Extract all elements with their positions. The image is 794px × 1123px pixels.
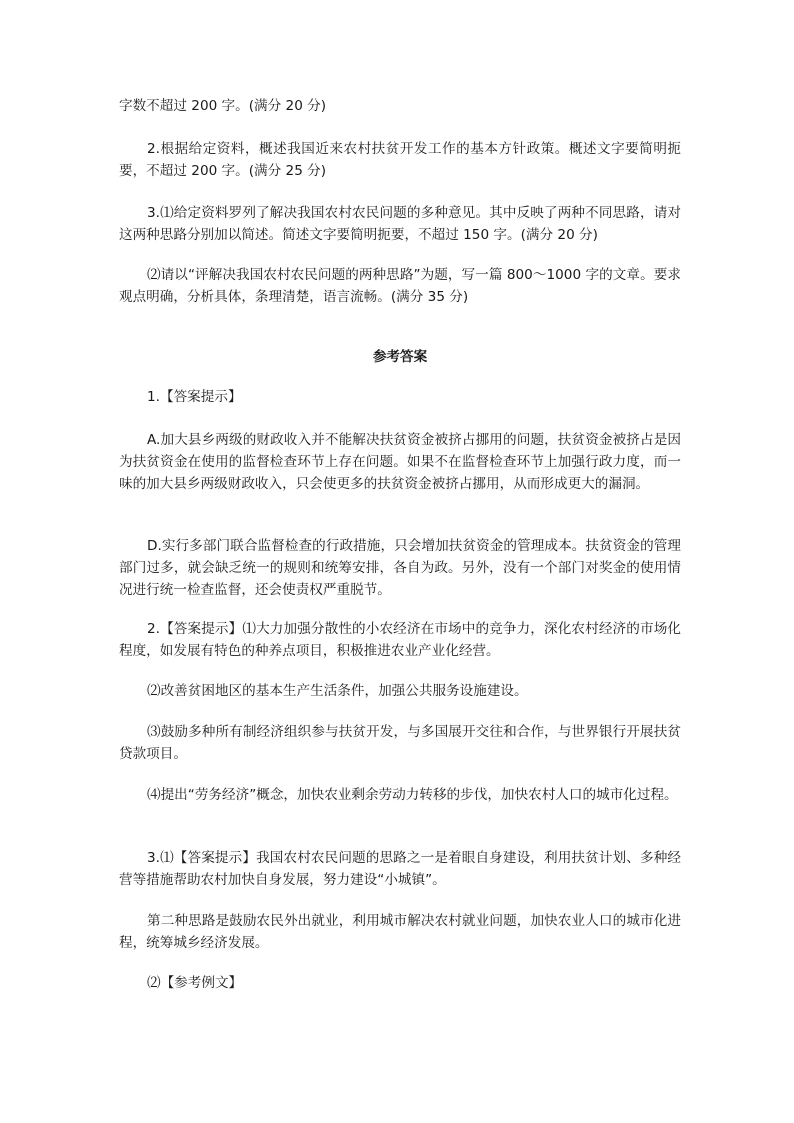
answer-1-option-a: A.加大县乡两级的财政收入并不能解决扶贫资金被挤占挪用的问题，扶贫资金被挤占是因为扶贫资金在使用的监督检查环节上存在问题。如果不在监督检查环节上加强行政力度，而一味的加大县乡两级财政收入，只会使更多的扶贫资金被挤占挪用，从而形成更大的漏洞。 <box>119 432 681 492</box>
answer-2-point-1: 2.【答案提示】⑴大力加强分散性的小农经济在市场中的竞争力，深化农村经济的市场化程度，如发展有特色的种养点项目，积极推进农业产业化经营。 <box>119 621 681 659</box>
answer-2-point-2: ⑵改善贫困地区的基本生产生活条件，加强公共服务设施建设。 <box>147 683 528 699</box>
answer-1-option-d: D.实行多部门联合监督检查的行政措施，只会增加扶贫资金的管理成本。扶贫资金的管理部门过多，就会缺乏统一的规则和统筹安排，各自为政。另外，没有一个部门对奖金的使用情况进行统一检查监督，还会使责权严重脱节。 <box>119 538 681 598</box>
question-1-tail: 字数不超过 200 字。(满分 20 分) <box>119 98 327 114</box>
answer-3-part-1: 3.⑴【答案提示】我国农村农民问题的思路之一是着眼自身建设，利用扶贫计划、多种经营等措施帮助农村加快自身发展，努力建设“小城镇”。 <box>119 850 681 888</box>
answer-2-point-3: ⑶鼓励多种所有制经济组织参与扶贫开发，与多国展开交往和合作，与世界银行开展扶贫贷款项目。 <box>119 724 681 762</box>
answer-1-label: 1.【答案提示】 <box>147 389 242 405</box>
question-2: 2.根据给定资料，概述我国近来农村扶贫开发工作的基本方针政策。概述文字要简明扼要，不超过 200 字。(满分 25 分) <box>119 141 681 179</box>
answer-2-point-4: ⑷提出“劳务经济”概念，加快农业剩余劳动力转移的步伐，加快农村人口的城市化过程。 <box>147 787 678 803</box>
question-3-part-2: ⑵请以“评解决我国农村农民问题的两种思路”为题，写一篇 800～1000 字的文章。要求观点明确，分析具体，条理清楚，语言流畅。(满分 35 分) <box>119 267 681 305</box>
answer-3-part-2-label: ⑵【参考例文】 <box>147 975 243 991</box>
reference-answers-heading: 参考答案 <box>372 349 428 365</box>
answer-3-second-approach: 第二种思路是鼓励农民外出就业，利用城市解决农村就业问题，加快农业人口的城市化进程，统筹城乡经济发展。 <box>119 913 681 951</box>
question-3-part-1: 3.⑴给定资料罗列了解决我国农村农民问题的多种意见。其中反映了两种不同思路，请对这两种思路分别加以简述。简述文字要简明扼要，不超过 150 字。(满分 20 分) <box>119 205 681 243</box>
